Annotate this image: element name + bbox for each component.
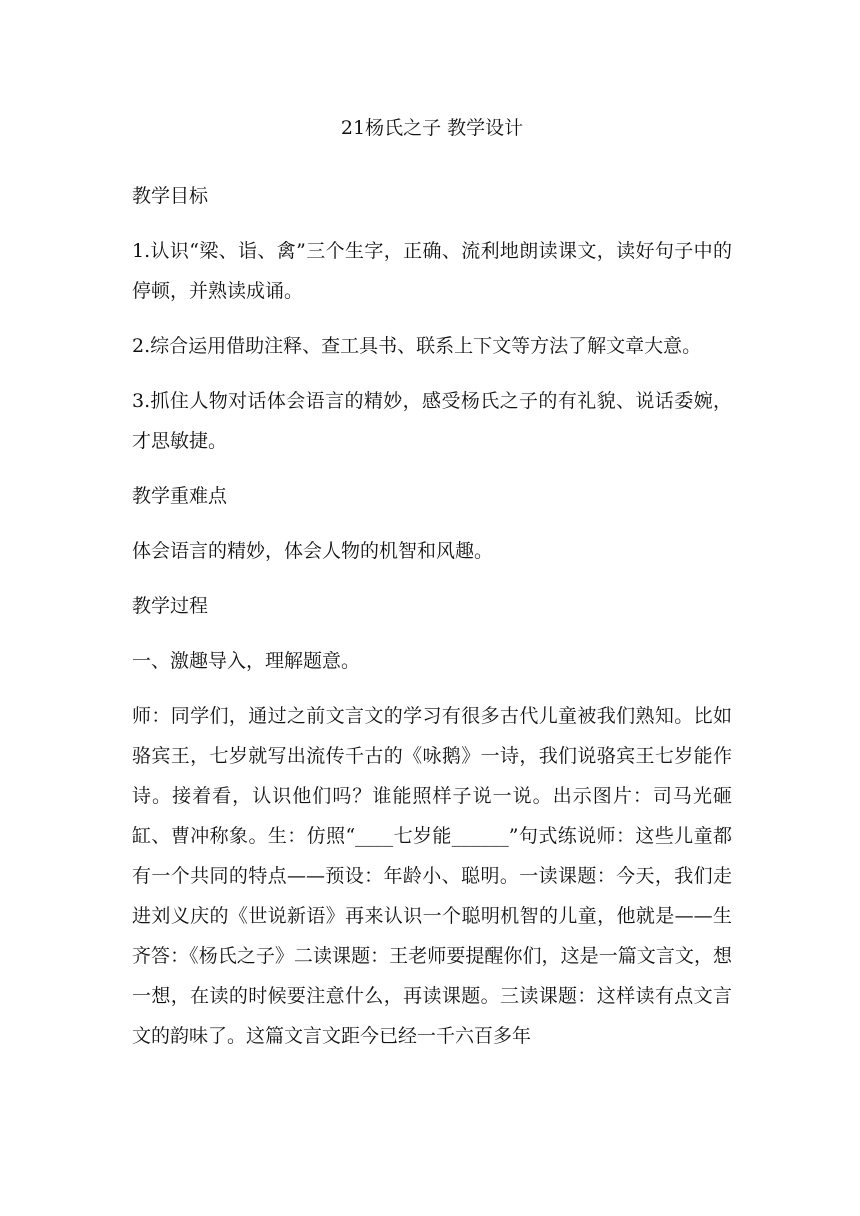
heading-key-difficulties: 教学重难点: [132, 485, 228, 507]
process-step-1-text: 师：同学们，通过之前文言文的学习有很多古代儿童被我们熟知。比如骆宾王，七岁就写出流传千古的《咏鹅》一诗，我们说骆宾王七岁能作诗。接着看，认识他们吗？谁能照样子说一说。出示图片：司马光砸缸、曹冲称象。生：仿照“____七岁能______”句式练说师：这些儿童都有一个共同的特点——预设：年龄小、聪明。一读课题：今天，我们走进刘义庆的《世说新语》再来认识一个聪明机智的儿童，他就是——生齐答：《杨氏之子》二读课题：王老师要提醒你们，这是一篇文言文，想一想，在读的时候要注意什么，再读课题。三读课题：这样读有点文言文的韵味了。这篇文言文距今已经一千六百多年: [132, 705, 732, 1047]
heading-teaching-process: 教学过程: [132, 595, 209, 617]
process-step-1-heading: 一、激趣导入，理解题意。: [132, 650, 361, 672]
key-difficulties-text: 体会语言的精妙，体会人物的机智和风趣。: [132, 540, 494, 562]
document-page: [132, 116, 732, 1071]
heading-teaching-goals: 教学目标: [132, 185, 209, 207]
goal-item-2: 2.综合运用借助注释、查工具书、联系上下文等方法了解文章大意。: [132, 335, 702, 357]
goal-item-3: 3.抓住人物对话体会语言的精妙，感受杨氏之子的有礼貌、说话委婉，才思敏捷。: [132, 390, 732, 452]
document-title: 21杨氏之子 教学设计: [340, 117, 524, 139]
goal-item-1: 1.认识“梁、诣、禽”三个生字，正确、流利地朗读课文，读好句子中的停顿，并熟读成诵。: [132, 240, 732, 302]
